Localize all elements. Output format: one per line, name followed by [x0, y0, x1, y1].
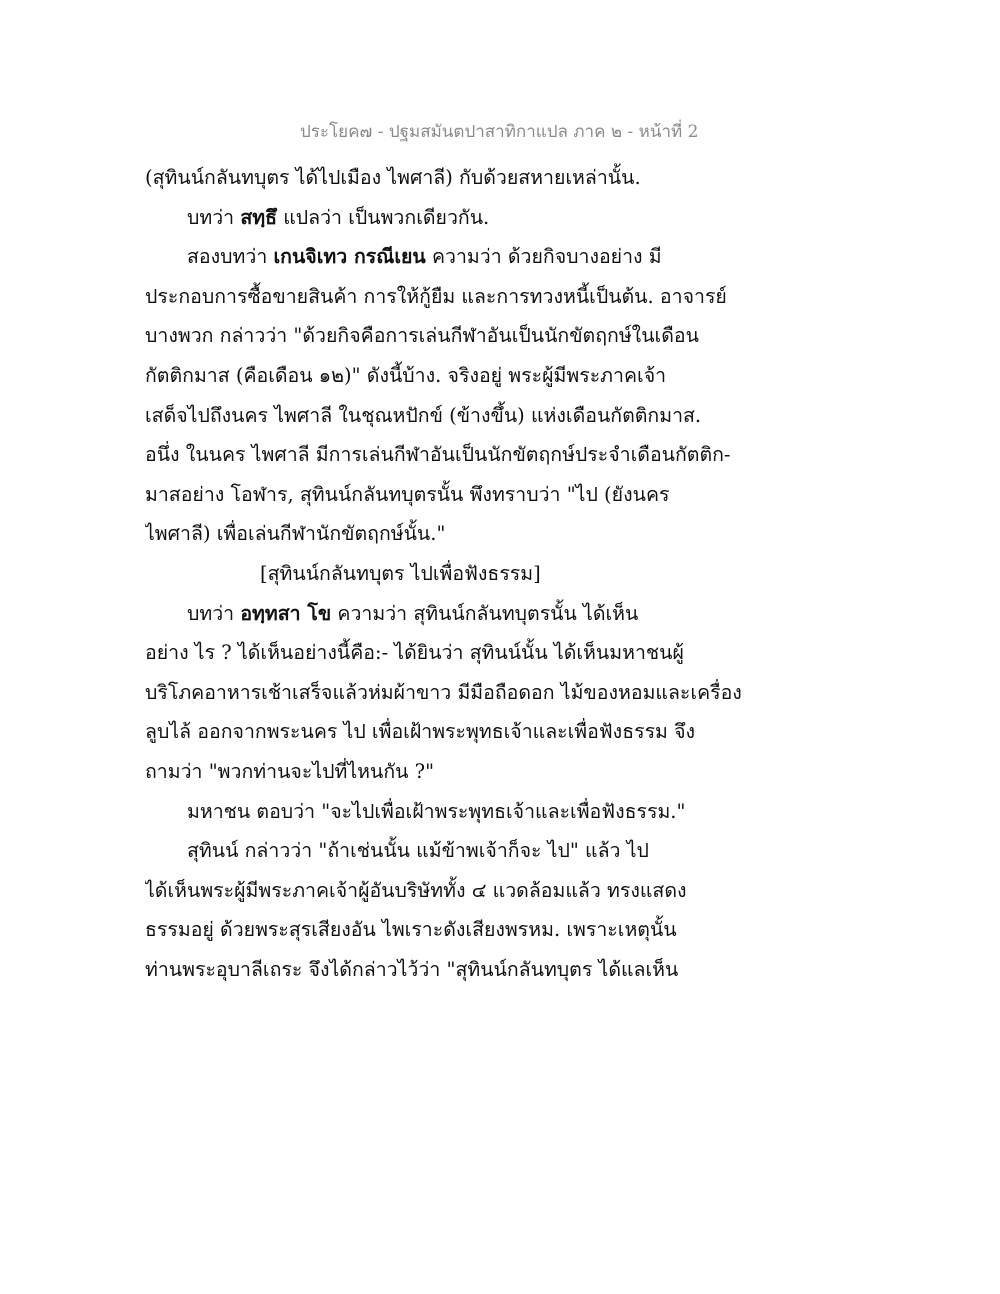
text-run: กัตติกมาส (คือเดือน ๑๒)" ดังนี้บ้าง. จริงอยู่ พระผู้มีพระภาคเจ้า	[145, 363, 667, 387]
text-run: ความว่า สุทินน์กลันทบุตรนั้น ได้เห็น	[331, 601, 639, 625]
text-run: มหาชน ตอบว่า "จะไปเพื่อเฝ้าพระพุทธเจ้าและเพื่อฟังธรรม."	[187, 799, 686, 823]
text-line	[145, 712, 745, 752]
text-run: [สุทินน์กลันทบุตร ไปเพื่อฟังธรรม]	[260, 561, 541, 585]
text-line	[145, 158, 745, 198]
text-line	[145, 831, 745, 871]
text-line	[145, 950, 745, 990]
text-line	[145, 475, 745, 515]
text-line	[145, 514, 745, 554]
text-line	[145, 910, 745, 950]
pali-term: สทฺธึ	[240, 205, 278, 229]
text-line	[145, 277, 745, 317]
text-run: (สุทินน์กลันทบุตร ได้ไปเมือง ไพศาลี) กับด้วยสหายเหล่านั้น.	[145, 166, 641, 189]
body-text	[145, 158, 745, 989]
pali-term: อทฺทสา โข	[240, 601, 332, 625]
text-run: บริโภคอาหารเช้าเสร็จแล้วห่มผ้าขาว มีมือถือดอก ไม้ของหอมและเครื่อง	[145, 680, 742, 704]
text-run: บทว่า	[187, 205, 241, 229]
text-run: สองบทว่า	[187, 245, 274, 269]
text-line	[145, 435, 745, 475]
text-run: ความว่า ด้วยกิจบางอย่าง มี	[425, 245, 662, 269]
text-line	[145, 752, 745, 792]
text-run: แปลว่า เป็นพวกเดียวกัน.	[277, 205, 490, 229]
text-run: ท่านพระอุบาลีเถระ จึงได้กล่าวไว้ว่า "สุทินน์กลันทบุตร ได้แลเห็น	[145, 957, 679, 981]
text-run: ประกอบการซื้อขายสินค้า การให้กู้ยืม และการทวงหนี้เป็นต้น. อาจารย์	[145, 284, 727, 308]
text-run: มาสอย่าง โอฬาร, สุทินน์กลันทบุตรนั้น พึงทราบว่า "ไป (ยังนคร	[145, 482, 670, 506]
text-line	[145, 237, 745, 277]
text-run: บางพวก กล่าวว่า "ด้วยกิจคือการเล่นกีฬาอันเป็นนักขัตฤกษ์ในเดือน	[145, 324, 699, 348]
text-line	[145, 356, 745, 396]
text-run: ได้เห็นพระผู้มีพระภาคเจ้าผู้อันบริษัททั้ง ๔ แวดล้อมแล้ว ทรงแสดง	[145, 878, 687, 902]
text-run: ถามว่า "พวกท่านจะไปที่ไหนกัน ?"	[145, 759, 435, 783]
text-line	[145, 871, 745, 911]
text-line	[145, 198, 745, 238]
text-line	[145, 673, 745, 713]
text-run: ลูบไล้ ออกจากพระนคร ไป เพื่อเฝ้าพระพุทธเจ้าและเพื่อฟังธรรม จึง	[145, 720, 696, 744]
text-line	[145, 316, 745, 356]
text-run: สุทินน์ กล่าวว่า "ถ้าเช่นนั้น แม้ข้าพเจ้าก็จะ ไป" แล้ว ไป	[187, 839, 649, 863]
text-run: เสด็จไปถึงนคร ไพศาลี ในชุณหปักข์ (ข้างขึ้น) แห่งเดือนกัตติกมาส.	[145, 403, 702, 427]
text-run: บทว่า	[187, 601, 241, 625]
text-run: ธรรมอยู่ ด้วยพระสุรเสียงอัน ไพเราะดังเสียงพรหม. เพราะเหตุนั้น	[145, 918, 677, 942]
text-run: อนึ่ง ในนคร ไพศาลี มีการเล่นกีฬาอันเป็นนักขัตฤกษ์ประจำเดือนกัตติก-	[145, 443, 731, 467]
text-line	[145, 633, 745, 673]
text-line	[145, 396, 745, 436]
text-line	[145, 594, 745, 634]
text-run: ไพศาลี) เพื่อเล่นกีฬานักขัตฤกษ์นั้น."	[145, 522, 446, 546]
text-run: อย่าง ไร ? ได้เห็นอย่างนี้คือ:- ได้ยินว่า สุทินน์นั้น ได้เห็นมหาชนผู้	[145, 641, 684, 665]
section-heading	[145, 554, 745, 594]
pali-term: เกนจิเทว กรณีเยน	[273, 245, 426, 269]
text-line	[145, 792, 745, 832]
running-header: ประโยค๗ - ปฐมสมันตปาสาทิกาแปล ภาค ๒ - หน้าที่ 2	[300, 122, 699, 142]
